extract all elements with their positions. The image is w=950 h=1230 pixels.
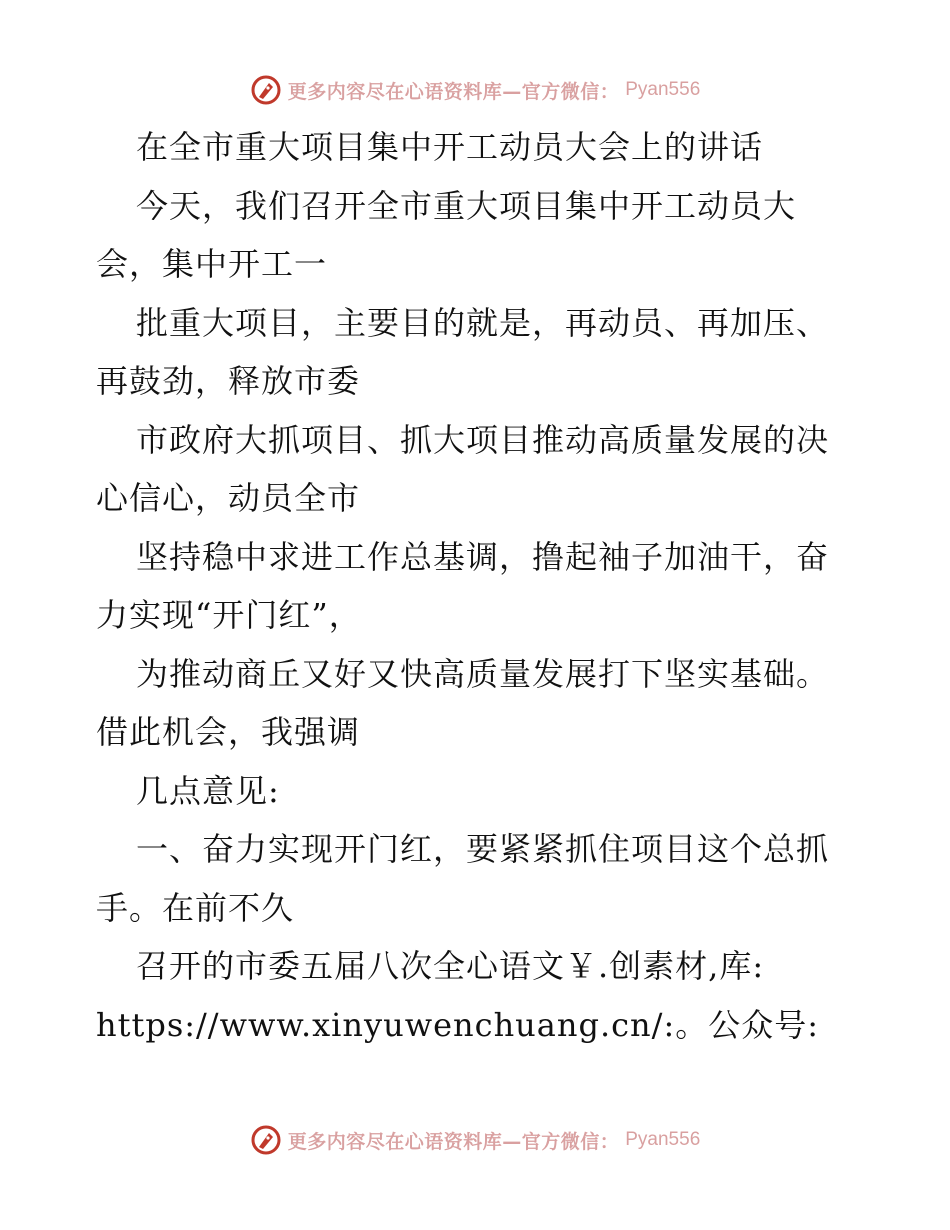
- paragraph-line: 批重大项目，主要目的就是，再动员、再加压、: [136, 303, 830, 342]
- paragraph-line: 召开的市委五届八次全心语文￥.创素材,库:: [136, 947, 765, 985]
- paragraph-line: 市政府大抓项目、抓大项目推动高质量发展的决: [136, 420, 830, 459]
- document-title: 在全市重大项目集中开工动员大会上的讲话: [136, 128, 764, 166]
- paragraph-line: 几点意见:: [136, 771, 280, 810]
- paragraph-line: 借此机会，我强调: [96, 713, 361, 751]
- header-wechat-id: Pyan556: [625, 79, 701, 100]
- footer-banner-text: 更多内容尽在心语资料库—官方微信：: [287, 1130, 620, 1153]
- header-banner: [0, 70, 950, 110]
- footer-banner: [0, 1120, 950, 1160]
- paragraph-line: 坚持稳中求进工作总基调，撸起袖子加油干，奋: [136, 537, 830, 576]
- paragraph-line: 为推动商丘又好又快高质量发展打下坚实基础。: [136, 654, 830, 693]
- document-body: [96, 118, 856, 1054]
- paragraph-line: 心信心，动员全市: [96, 479, 361, 517]
- paragraph-line: https://www.xinyuwenchuang.cn/:。公众号:: [96, 1005, 820, 1044]
- header-banner-text: 更多内容尽在心语资料库—官方微信：: [287, 80, 620, 103]
- paragraph-line: 今天，我们召开全市重大项目集中开工动员大: [136, 186, 797, 225]
- paragraph-line: 一、奋力实现开门红，要紧紧抓住项目这个总抓: [136, 830, 830, 868]
- paragraph-line: 力实现“开门红”，: [96, 596, 362, 634]
- pen-nib-circle-icon: [250, 74, 282, 106]
- paragraph-line: 会，集中开工一: [96, 245, 328, 283]
- paragraph-line: 手。在前不久: [96, 888, 295, 927]
- pen-nib-circle-icon: [250, 1124, 282, 1156]
- paragraph-line: 再鼓劲，释放市委: [96, 362, 361, 400]
- footer-wechat-id: Pyan556: [625, 1129, 701, 1150]
